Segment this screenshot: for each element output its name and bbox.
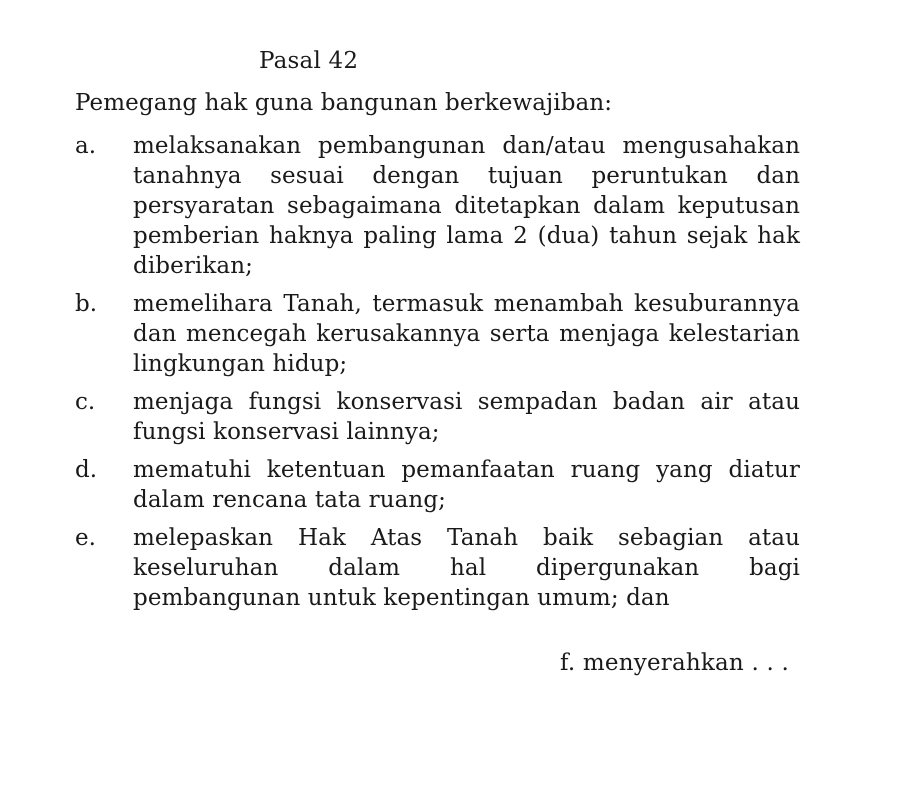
list-item-text: menjaga fungsi konservasi sempadan badan air atau fungsi konservasi lainnya;: [133, 389, 800, 445]
list-item: [75, 455, 800, 515]
list-item-marker: e.: [75, 525, 96, 551]
list-item-text: mematuhi ketentuan pemanfaatan ruang yang diatur dalam rencana tata ruang;: [133, 457, 800, 513]
continuation-catchword: f. menyerahkan . . .: [560, 650, 790, 676]
list-item: [75, 523, 800, 613]
list-item-text: melaksanakan pembangunan dan/atau mengusahakan tanahnya sesuai dengan tujuan peruntukan dan persyaratan sebagaimana ditetapkan dalam keputusan pemberian haknya paling lama 2 (dua) tahun sejak hak diberikan;: [133, 133, 800, 279]
list-item-text: memelihara Tanah, termasuk menambah kesuburannya dan mencegah kerusakannya serta menjaga kelestarian lingkungan hidup;: [133, 291, 800, 377]
list-item-text: melepaskan Hak Atas Tanah baik sebagian atau keseluruhan dalam hal dipergunakan bagi pembangunan untuk kepentingan umum; dan: [133, 525, 800, 611]
article-heading: Pasal 42: [259, 48, 359, 74]
intro-sentence: Pemegang hak guna bangunan berkewajiban:: [75, 90, 613, 116]
list-item-marker: b.: [75, 291, 98, 317]
list-item-marker: c.: [75, 389, 96, 415]
list-item: [75, 131, 800, 281]
list-item-marker: d.: [75, 457, 98, 483]
list-item-marker: a.: [75, 133, 97, 159]
list-item: [75, 387, 800, 447]
obligation-list: [75, 131, 800, 613]
list-item: [75, 289, 800, 379]
